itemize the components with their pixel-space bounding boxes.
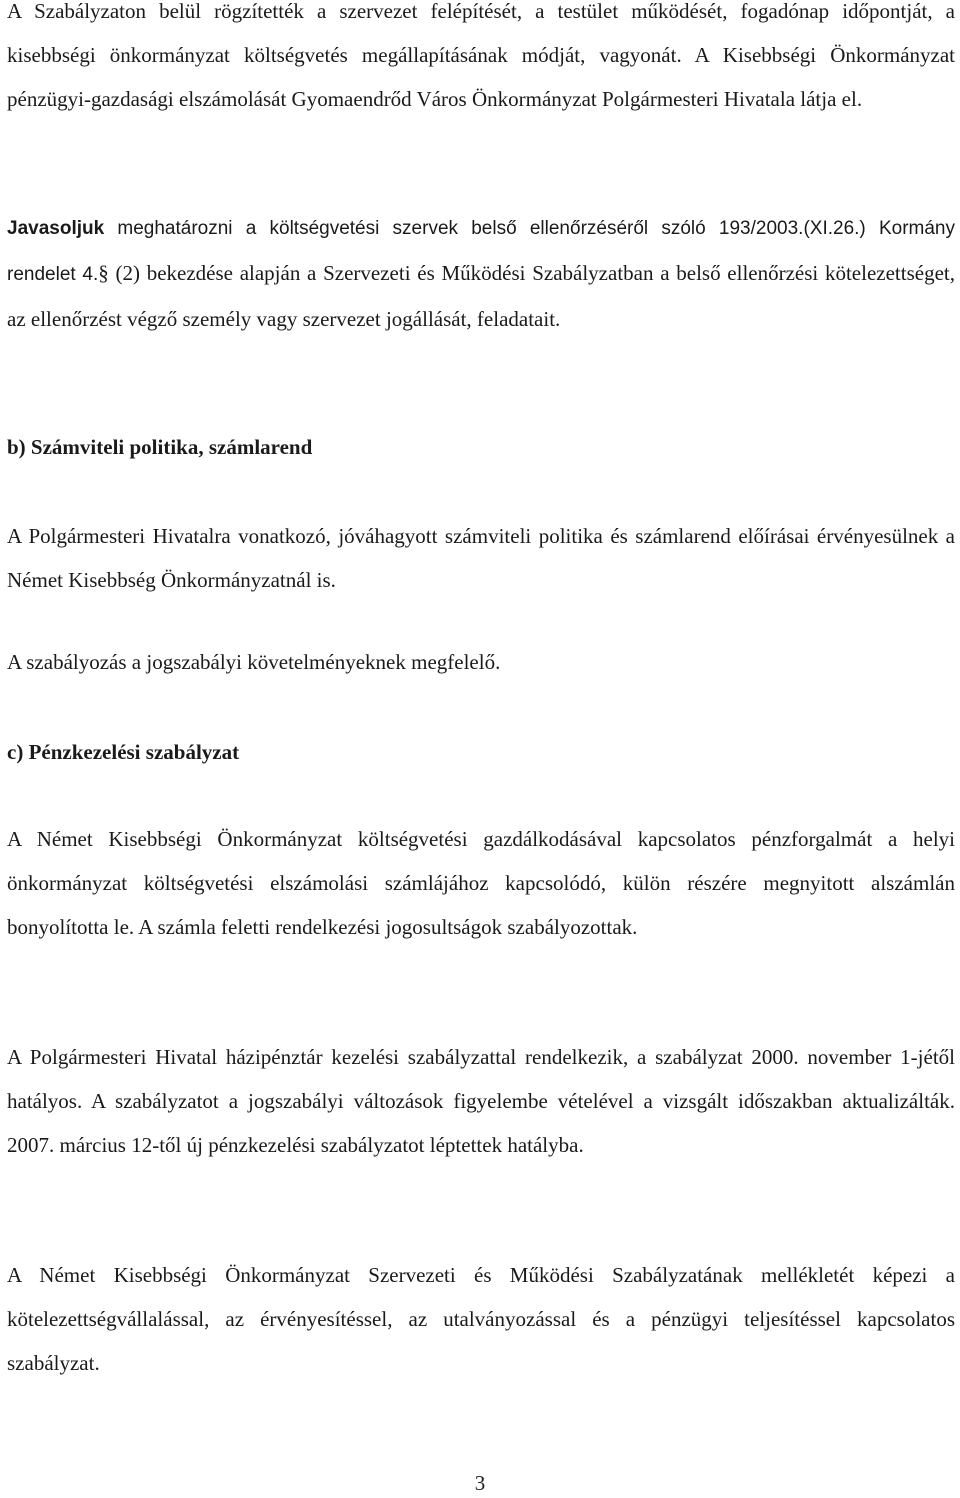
javaslat-rest: (2) bekezdése alapján a Szervezeti és Működési Szabályzatban a belső ellenőrzési kötelezettséget, az ellenőrzést végző személy vagy szervezet jogállását, feladatait.: [7, 261, 955, 331]
paragraph-szabalyzat: A Szabályzaton belül rögzítették a szervezet felépítését, a testület működését, fogadónap időpontját, a kisebbségi önkormányzat költségvetés megállapításának módját, vagyonát. A Kisebbségi Önkormányzat pénzügyi-gazdasági elszámolását Gyomaendrőd Város Önkormányzat Polgármesteri Hivatala látja el.: [7, 0, 955, 111]
heading-szamviteli-politika: b) Számviteli politika, számlarend: [7, 435, 313, 459]
paragraph-melleklet: A Német Kisebbségi Önkormányzat Szervezeti és Működési Szabályzatának mellékletét képezi a kötelezettségvállalással, az érvényesítéssel, az utalványozással és a pénzügyi teljesítéssel kapcsolatos szabályzat.: [7, 1263, 955, 1375]
rendelet-reference: meghatározni a költségvetési szervek belső ellenőrzéséről szóló 193/2003.(XI.26.) Kormány rendelet 4.: [7, 218, 955, 285]
heading-penzkezelesi: c) Pénzkezelési szabályzat: [7, 740, 240, 764]
section-sign: §: [98, 261, 109, 285]
javasoljuk-label: Javasoljuk: [7, 218, 105, 239]
paragraph-penzforgalom: A Német Kisebbségi Önkormányzat költségvetési gazdálkodásával kapcsolatos pénzforgalmát a helyi önkormányzat költségvetési elszámolási számlájához kapcsolódó, külön részére megnyitott alszámlán bonyolította le. A számla feletti rendelkezési jogosultságok szabályozottak.: [7, 827, 955, 939]
page-number: 3: [474, 1471, 486, 1495]
paragraph-szabalyozas: A szabályozás a jogszabályi követelményeknek megfelelő.: [7, 650, 501, 674]
paragraph-szamviteli: A Polgármesteri Hivatalra vonatkozó, jóváhagyott számviteli politika és számlarend előírásai érvényesülnek a Német Kisebbség Önkormányzatnál is.: [7, 524, 955, 592]
paragraph-javaslat: [7, 205, 955, 341]
paragraph-hazipenztar: A Polgármesteri Hivatal házipénztár kezelési szabályzattal rendelkezik, a szabályzat 2000. november 1-jétől hatályos. A szabályzatot a jogszabályi változások figyelembe vételével a vizsgált időszakban aktualizálták. 2007. március 12-től új pénzkezelési szabályzatot léptettek hatályba.: [7, 1045, 955, 1157]
